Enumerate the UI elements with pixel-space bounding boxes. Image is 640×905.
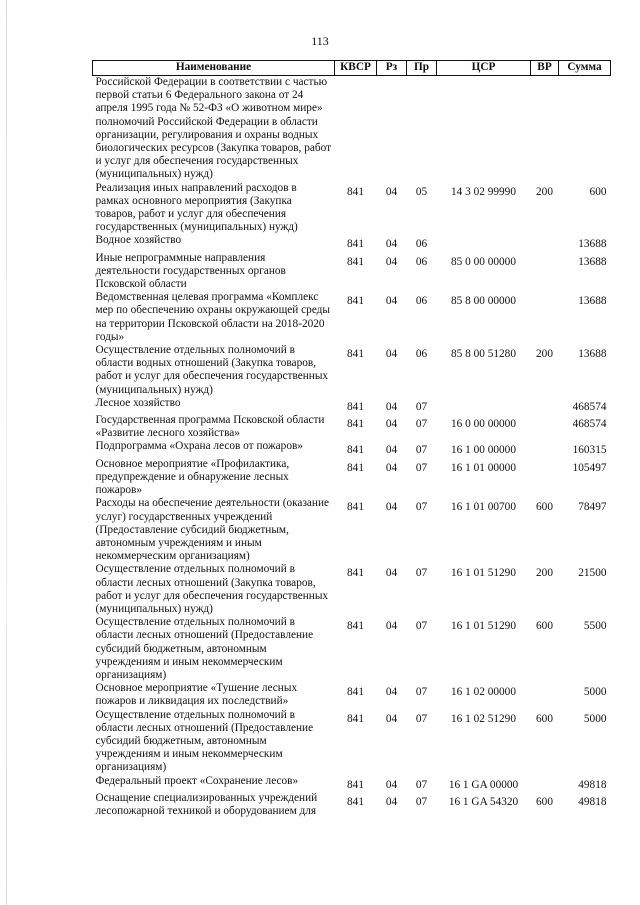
row-csr: 85 8 00 51280 [451,348,516,361]
row-rz: 04 [385,295,398,308]
row-pr: 07 [415,501,428,514]
row-pr: 06 [415,295,428,308]
row-sum: 160315 [572,444,607,457]
row-sum: 49818 [578,795,607,808]
row-sum: 13688 [578,295,607,308]
header-vr: ВР [531,61,559,76]
row-sum: 105497 [572,461,607,474]
row-name: Осуществление отдельных полномочий в области лесных отношений (Закупка товаров, работ и услуг для обеспечения государственных (муниципальных) нужд) [95,563,329,615]
row-vr [531,775,559,792]
table-row [93,682,611,708]
row-pr: 07 [415,418,428,431]
budget-table [92,60,611,818]
row-pr: 07 [415,444,428,457]
row-csr: 16 1 02 00000 [451,686,516,699]
header-csr: ЦСР [437,61,531,76]
row-name: Иные непрограммные направления деятельности государственных органов Псковской области [95,251,286,291]
row-name: Осуществление отдельных полномочий в области лесных отношений (Предоставление субсидий бюджетным, автономным учреждениям и иным некоммерческим организациям) [95,708,314,774]
row-sum: 5000 [583,686,607,699]
table-row [93,458,611,498]
row-pr: 06 [415,238,428,251]
row-rz: 04 [385,795,398,808]
table-header-row [93,61,611,76]
row-sum: 13688 [578,348,607,361]
row-vr: 600 [536,501,553,514]
row-name: Ведомственная целевая программа «Комплекс мер по обеспечению охраны окружающей среды на территории Псковской области на 2018-2020 годы» [95,291,331,343]
row-csr: 16 0 00 00000 [451,418,516,431]
row-sum [559,76,611,182]
table-row [93,234,611,251]
header-rz: Рз [377,61,407,76]
row-pr: 07 [415,778,428,791]
row-kvsr: 841 [347,255,364,268]
row-csr: 16 1 GA 54320 [448,795,519,808]
table-body [93,76,611,819]
row-sum: 13688 [578,255,607,268]
row-name: Подпрограмма «Охрана лесов от пожаров» [95,440,303,453]
row-sum: 13688 [578,238,607,251]
row-pr: 05 [415,185,428,198]
row-kvsr: 841 [347,712,364,725]
row-name: Основное мероприятие «Профилактика, предупреждение и обнаружение лесных пожаров» [95,457,290,497]
row-sum: 49818 [578,778,607,791]
row-kvsr: 841 [347,295,364,308]
header-name: Наименование [93,61,335,76]
row-rz: 04 [385,620,398,633]
row-pr: 07 [415,795,428,808]
row-csr [437,234,531,251]
row-name: Водное хозяйство [95,234,182,247]
row-sum: 5000 [583,712,607,725]
row-pr: 07 [415,712,428,725]
row-csr: 16 1 00 00000 [451,444,516,457]
table-row [93,182,611,235]
row-kvsr: 841 [347,238,364,251]
table-row [93,414,611,440]
row-kvsr: 841 [347,400,364,413]
row-sum: 468574 [572,418,607,431]
row-name: Основное мероприятие «Тушение лесных пожаров и ликвидация их последствий» [95,682,298,708]
row-sum: 5500 [583,620,607,633]
row-rz: 04 [385,185,398,198]
row-csr: 16 1 02 51290 [451,712,516,725]
row-csr [437,397,531,414]
header-pr: Пр [407,61,437,76]
row-name: Осуществление отдельных полномочий в области водных отношений (Закупка товаров, работ и услуг для обеспечения государственных (муниципальных) нужд) [95,344,329,396]
row-vr [531,440,559,457]
table-row [93,497,611,563]
row-pr: 07 [415,400,428,413]
row-rz: 04 [385,778,398,791]
row-name: Федеральный проект «Сохранение лесов» [95,774,299,787]
table-row [93,563,611,616]
row-rz: 04 [385,686,398,699]
row-csr: 16 1 01 51290 [451,567,516,580]
table-row [93,440,611,457]
row-vr: 600 [536,795,553,808]
row-kvsr: 841 [347,185,364,198]
row-kvsr: 841 [347,795,364,808]
row-rz: 04 [385,348,398,361]
row-sum: 21500 [578,567,607,580]
row-pr: 07 [415,461,428,474]
table-row [93,252,611,292]
row-vr: 600 [536,620,553,633]
row-vr [531,291,559,344]
table-row [93,344,611,397]
row-vr [531,414,559,440]
header-sum: Сумма [559,61,611,76]
row-rz: 04 [385,461,398,474]
table-row [93,76,611,182]
row-kvsr: 841 [347,778,364,791]
row-vr [531,682,559,708]
row-vr [531,458,559,498]
row-csr: 16 1 01 51290 [451,620,516,633]
table-row [93,775,611,792]
row-pr: 06 [415,255,428,268]
row-csr: 16 1 01 00700 [451,501,516,514]
table-row [93,709,611,775]
row-vr: 600 [536,712,553,725]
row-name: Осуществление отдельных полномочий в области лесных отношений (Предоставление субсидий бюджетным, автономным учреждениям и иным некоммерческим организациям) [95,616,314,681]
scan-margin-line [6,0,7,905]
page-number: 113 [311,34,329,48]
row-rz [377,76,407,182]
row-name: Лесное хозяйство [95,396,181,409]
row-kvsr: 841 [347,686,364,699]
table-row [93,397,611,414]
row-csr: 14 3 02 99990 [451,185,516,198]
row-csr: 16 1 01 00000 [451,461,516,474]
row-sum: 600 [589,185,607,198]
row-name: Оснащение специализированных учреждений лесопожарной техникой и оборудованием для [95,791,318,817]
row-vr: 200 [536,567,553,580]
row-name: Государственная программа Псковской области «Развитие лесного хозяйства» [95,414,325,440]
row-kvsr: 841 [347,461,364,474]
row-name: Российской Федерации в соответствии с частью первой статьи 6 Федерального закона от 24 апреля 1995 года № 52-ФЗ «О животном мире» полномочий Российской Федерации в области организации, регулирования и охраны водных биологических ресурсов (Закупка товаров, работ и услуг для обеспечения государственных (муниципальных) нужд) [95,76,332,181]
row-pr: 07 [415,567,428,580]
row-rz: 04 [385,238,398,251]
row-pr: 07 [415,686,428,699]
row-vr [531,397,559,414]
row-sum: 468574 [572,400,607,413]
row-pr: 07 [415,620,428,633]
header-kvsr: КВСР [335,61,377,76]
row-rz: 04 [385,444,398,457]
row-vr [531,252,559,292]
row-rz: 04 [385,255,398,268]
row-csr [437,76,531,182]
row-kvsr: 841 [347,567,364,580]
row-kvsr: 841 [347,501,364,514]
table-row [93,291,611,344]
row-kvsr: 841 [347,444,364,457]
row-sum: 78497 [578,501,607,514]
table-row [93,792,611,818]
row-rz: 04 [385,418,398,431]
row-csr: 85 0 00 00000 [451,255,516,268]
row-kvsr: 841 [347,620,364,633]
row-kvsr [335,76,377,182]
row-kvsr: 841 [347,348,364,361]
row-rz: 04 [385,712,398,725]
row-vr: 200 [536,348,553,361]
row-name: Расходы на обеспечение деятельности (оказание услуг) государственных учреждений (Предоставление субсидий бюджетным, автономным учреждениям и иным некоммерческим организациям) [95,497,330,563]
row-vr: 200 [536,185,553,198]
row-vr [531,76,559,182]
row-rz: 04 [385,400,398,413]
row-csr: 16 1 GA 00000 [448,778,519,791]
row-rz: 04 [385,501,398,514]
row-csr: 85 8 00 00000 [451,295,516,308]
row-name: Реализация иных направлений расходов в рамках основного мероприятия (Закупка товаров, работ и услуг для обеспечения государственных (муниципальных) нужд) [95,181,298,234]
row-rz: 04 [385,567,398,580]
row-pr: 06 [415,348,428,361]
row-kvsr: 841 [347,418,364,431]
row-vr [531,234,559,251]
row-pr [407,76,437,182]
table-row [93,616,611,682]
